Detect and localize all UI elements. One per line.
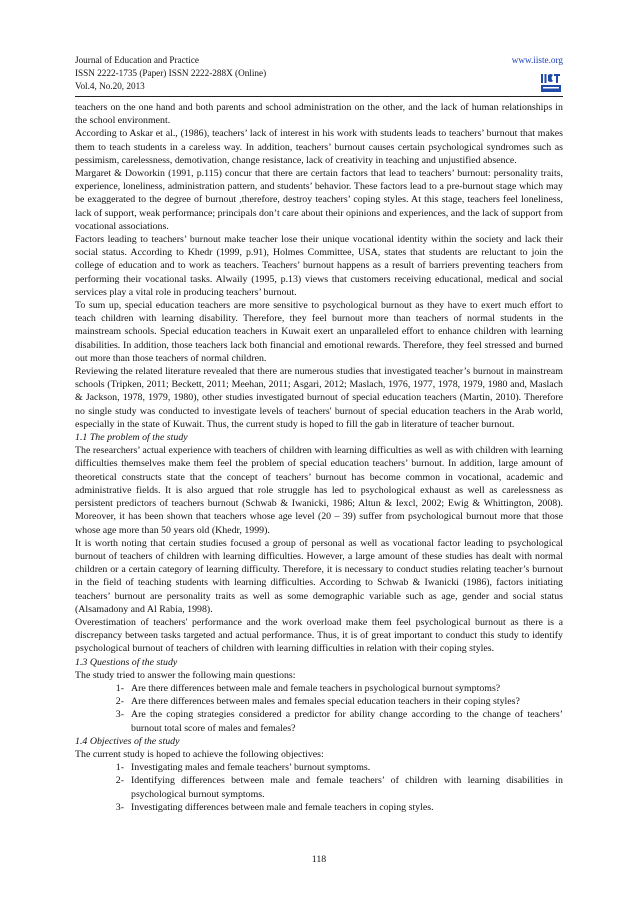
list-number: 2- xyxy=(115,696,124,708)
question-item xyxy=(75,682,563,695)
section-heading-objectives: 1.4 Objectives of the study xyxy=(75,735,180,747)
list-text: Are there differences between males and females special education teachers in their coping styles? xyxy=(131,696,520,708)
list-text: Investigating males and female teachers’ burnout symptoms. xyxy=(131,762,371,774)
header-rule xyxy=(75,96,563,97)
list-number: 1- xyxy=(115,762,124,774)
list-number: 2- xyxy=(115,775,124,787)
issn-line: ISSN 2222-1735 (Paper) ISSN 2222-288X (Online) xyxy=(75,68,267,78)
section-heading-problem: 1.1 The problem of the study xyxy=(75,432,188,444)
body-paragraph: To sum up, special education teachers are more sensitive to psychological burnout as they have to exert much effort to teach children with learning disability. Therefore, they feel burnout more than teachers of normal students in the mainstream schools. Special education teachers in Kuwait exert an unparalleled effort to enhance children with learning disabilities. In addition, those teachers lack both financial and emotional rewards. Therefore, they feel stressed and burned out more than those teachers of normal children. xyxy=(75,300,563,364)
body-paragraph: The researchers’ actual experience with teachers of children with learning difficulties as well as with children with learning difficulties themselves make them feel the problem of special education teachers’ burnout. In addition, large amount of theoretical constructs state that the concept of teachers’ burnout has become common in vocational, academic and administrative fields. It is also argued that role struggle has led to psychological exhaust as well as carelessness as persistent predictors of teachers burnout (Schwab & Iwanicki, 1986; Altun & Iexcl, 2002; Ewig & Whittington, 2008). Moreover, it has been shown that teachers whose age level (20 – 39) suffer from psychological burnout more that those whose age more than 50 years old (Khedr, 1999). xyxy=(75,445,563,536)
list-number: 3- xyxy=(115,801,124,813)
body-paragraph: Reviewing the related literature revealed that there are numerous studies that investigated teacher’s burnout in mainstream schools (Tripken, 2011; Beckett, 2011; Meehan, 2011; Asgari, 2012; Maslach, 1976, 1977, 1978, 1979, 1980 and, Maslach & Jackson, 1978, 1979, 1980), other studies investigated burnout of special education teachers (Martin, 2010). Therefore no single study was conducted to investigate levels of teachers' burnout of special education teachers in the Arab world, especially in the state of Kuwait. Thus, the current study is hoped to fill the gab in literature of teacher burnout. xyxy=(75,366,563,430)
list-text: Are the coping strategies considered a predictor for ability change according to the change of teachers’ burnout total score of males and females? xyxy=(131,709,563,734)
volume-line: Vol.4, No.20, 2013 xyxy=(75,81,145,91)
questions-intro: The study tried to answer the following main questions: xyxy=(75,669,296,681)
objective-item xyxy=(75,761,563,774)
journal-header xyxy=(75,54,563,93)
objective-item xyxy=(75,774,563,800)
body-paragraph: According to Askar et al., (1986), teachers’ lack of interest in his work with students leads to teachers’ burnout that makes them to teach students in a careless way. In addition, teachers’ burnout causes certain psychological syndromes such as pessimism, carelessness, demotivation, change resistance, lack of creativity in teaching and unjustified absence. xyxy=(75,128,563,166)
objective-item xyxy=(75,801,563,814)
question-item xyxy=(75,708,563,734)
section-heading-questions: 1.3 Questions of the study xyxy=(75,656,178,668)
body-paragraph: Overestimation of teachers' performance and the work overload make them feel psychological burnout as there is a discrepancy between tasks targeted and actual performance. Thus, it is of great important to conduct this study to identify psychological burnout of teachers of children with learning difficulties in relation with their coping styles. xyxy=(75,616,563,655)
page-number: 118 xyxy=(311,854,327,865)
article-body xyxy=(75,101,563,814)
journal-url-link[interactable]: www.iiste.org xyxy=(511,55,563,65)
list-text: Investigating differences between male and female teachers in coping styles. xyxy=(131,801,434,813)
body-paragraph: Factors leading to teachers’ burnout make teacher lose their unique vocational identity within the society and lack their social status. According to Khedr (1999, p.91), Holmes Committee, USA, states that students are reluctant to join the college of education and to work as teachers. Teachers’ burnout happens as a result of barriers preventing teachers from performing their vocational tasks. Alwaily (1995, p.13) views that customers receiving educational, medical and social services play a vital role in producing teachers’ burnout. xyxy=(75,234,563,298)
body-paragraph: It is worth noting that certain studies focused a group of personal as well as vocational factor leading to psychological burnout of teachers of children with learning difficulties. However, a large amount of these studies has dealt with normal children or a certain category of learning difficulty. Therefore, it is necessary to conduct studies relating teacher’s burnout in the field of teaching students with learning difficulties. According to Schwab & Iwanicki (1986), factors initiating teachers’ burnout are personality traits as well as some demographic variable such as age, gender and social status (Alsamadony and Al Rabia, 1998). xyxy=(75,537,563,615)
list-number: 3- xyxy=(115,709,124,721)
list-number: 1- xyxy=(115,682,124,694)
question-item xyxy=(75,695,563,708)
objectives-intro: The current study is hoped to achieve the following objectives: xyxy=(75,748,324,760)
body-paragraph: teachers on the one hand and both parents and school administration on the other, and the lack of human relationships in the school environment. xyxy=(75,102,563,127)
journal-name: Journal of Education and Practice xyxy=(75,55,199,65)
iiste-logo xyxy=(539,72,563,94)
list-text: Are there differences between male and female teachers in psychological burnout symptoms? xyxy=(131,682,501,694)
list-text: Identifying differences between male and female teachers’ of children with learning disabilities in psychological burnout symptoms. xyxy=(131,775,563,800)
body-paragraph: Margaret & Doworkin (1991, p.115) concur that there are certain factors that lead to teachers’ burnout: personality traits, experience, loneliness, administration pattern, and students’ behavior. These factors lead to a pre-burnout stage which may be exaggerated to the degree of burnout ,therefore, destroy teachers’ coping styles. At this stage, teachers feel loneliness, lack of support, weak performance; principals don’t care about their opinions and experiences, and the lack of support from vocational associations. xyxy=(75,168,563,232)
